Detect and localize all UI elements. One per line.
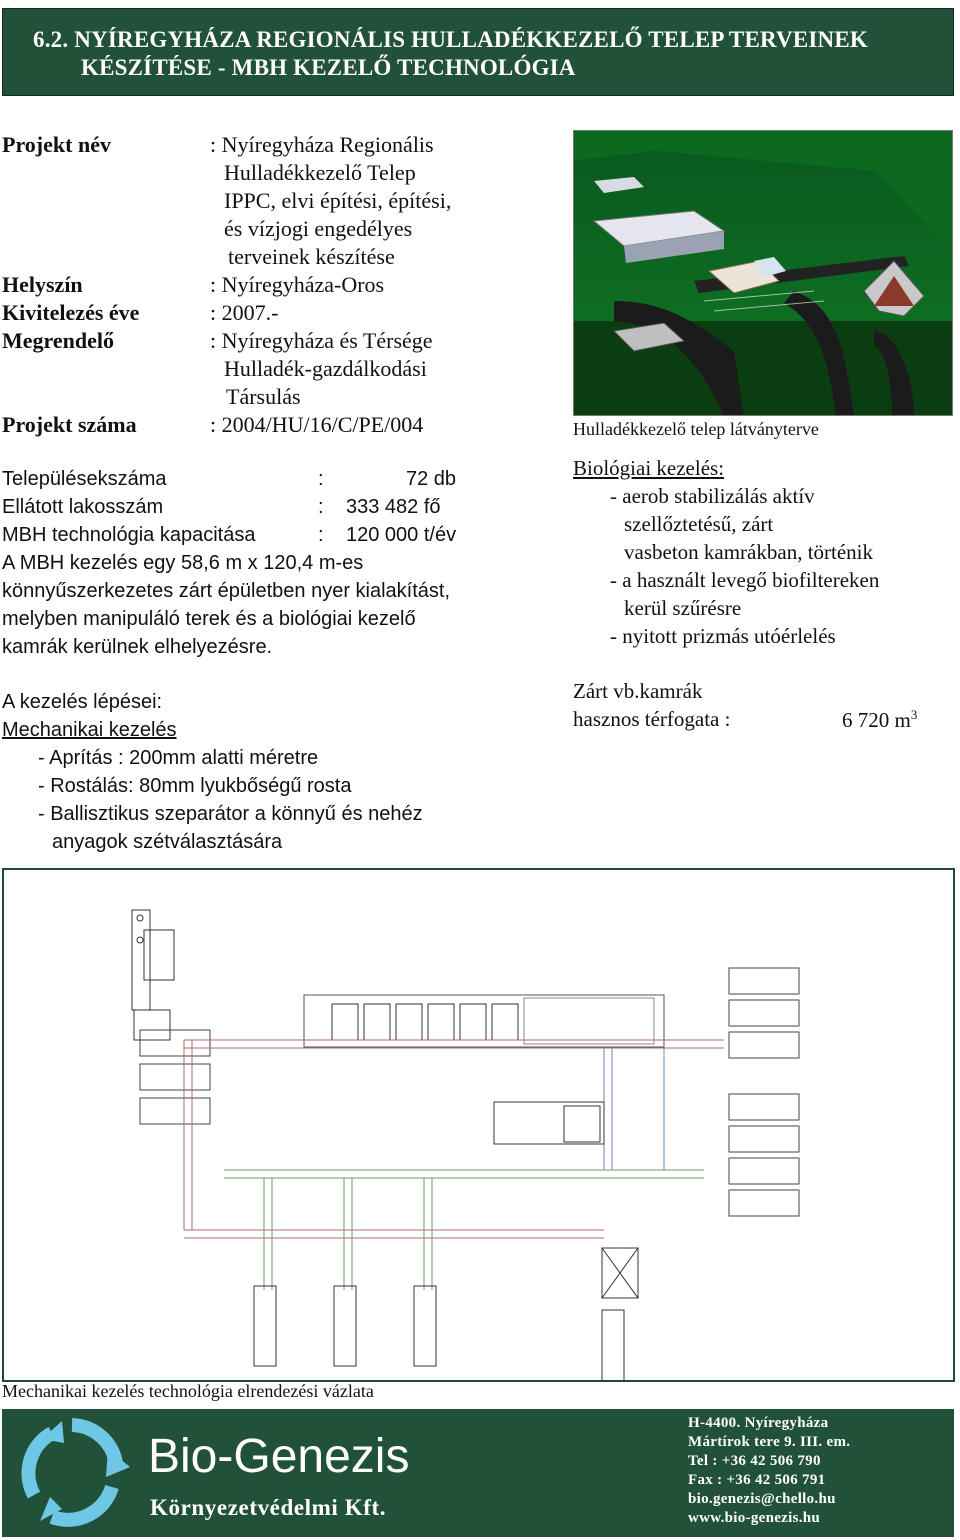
paragraph-line-4: kamrák kerülnek elhelyezésre. — [2, 636, 273, 658]
bio-item-1: - aerob stabilizálás aktív — [610, 484, 815, 508]
stat-value-2: 333 482 fő — [346, 496, 441, 518]
paragraph-line-2: könnyűszerkezetes zárt épületben nyer kialakítást, — [2, 580, 451, 602]
project-name-line-3: IPPC, elvi építési, építési, — [224, 188, 452, 213]
render-caption: Hulladékkezelő telep látványterve — [573, 419, 819, 439]
bio-item-4: - a használt levegő biofiltereken — [610, 568, 880, 592]
project-number-value: : 2004/HU/16/C/PE/004 — [210, 412, 424, 437]
year-value: : 2007.- — [210, 300, 279, 325]
stat-sep-1: : — [318, 468, 324, 490]
recycle-logo-icon — [12, 1413, 132, 1533]
contact-line-1: H-4400. Nyíregyháza — [688, 1415, 829, 1431]
mech-item-2: - Rostálás: 80mm lyukbőségű rosta — [38, 775, 352, 797]
title-line-2: KÉSZÍTÉSE - MBH KEZELŐ TECHNOLÓGIA — [81, 55, 576, 80]
stat-value-3: 120 000 t/év — [346, 524, 457, 546]
layout-plan-drawing — [2, 868, 955, 1382]
paragraph-line-3: melyben manipuláló terek és a biológiai kezelő — [2, 608, 416, 630]
page-header — [2, 8, 954, 96]
plan-caption: Mechanikai kezelés technológia elrendezési vázlata — [2, 1381, 374, 1401]
client-label: Megrendelő — [2, 328, 115, 353]
client-line-2: Hulladék-gazdálkodási — [224, 356, 427, 381]
volume-label: hasznos térfogata : — [573, 707, 731, 731]
contact-fax: Fax : +36 42 506 791 — [688, 1472, 826, 1488]
chamber-label: Zárt vb.kamrák — [573, 679, 703, 703]
stat-sep-3: : — [318, 524, 324, 546]
project-name-label: Projekt név — [2, 132, 111, 157]
project-name-line-1: : Nyíregyháza Regionális — [210, 132, 434, 157]
stat-sep-2: : — [318, 496, 324, 518]
footer — [2, 1409, 954, 1537]
bio-item-5: kerül szűrésre — [624, 596, 742, 620]
project-name-line-5: terveinek készítése — [228, 244, 395, 269]
bio-item-6: - nyitott prizmás utóérlelés — [610, 624, 836, 648]
mech-item-4: anyagok szétválasztására — [52, 831, 283, 853]
stat-label-1: Településekszáma — [2, 468, 167, 490]
year-label: Kivitelezés éve — [2, 300, 140, 325]
client-line-3: Társulás — [226, 384, 301, 409]
project-name-line-4: és vízjogi engedélyes — [224, 216, 413, 241]
bio-item-3: vasbeton kamrákban, történik — [624, 540, 874, 564]
paragraph-line-1: A MBH kezelés egy 58,6 m x 120,4 m-es — [2, 552, 364, 574]
project-number-label: Projekt száma — [2, 412, 137, 437]
contact-website: www.bio-genezis.hu — [688, 1510, 821, 1526]
mechanical-title: Mechanikai kezelés — [2, 719, 177, 741]
mech-item-1: - Aprítás : 200mm alatti méretre — [38, 747, 319, 769]
stat-value-1: 72 db — [406, 468, 457, 490]
location-label: Helyszín — [2, 272, 83, 297]
contact-phone: Tel : +36 42 506 790 — [688, 1453, 821, 1469]
contact-line-2: Mártírok tere 9. III. em. — [688, 1434, 851, 1450]
client-line-1: : Nyíregyháza és Térsége — [210, 328, 433, 353]
title-line-1: 6.2. NYÍREGYHÁZA REGIONÁLIS HULLADÉKKEZELŐ TELEP TERVEINEK — [33, 27, 868, 52]
steps-title: A kezelés lépései: — [2, 691, 163, 713]
stat-label-2: Ellátott lakosszám — [2, 496, 164, 518]
project-name-line-2: Hulladékkezelő Telep — [224, 160, 416, 185]
volume-value: 6 720 $m^3$ — [842, 707, 918, 732]
brand-name: Bio-Genezis — [148, 1430, 410, 1483]
site-render-image — [573, 130, 953, 416]
bio-item-2: szellőztetésű, zárt — [624, 512, 774, 536]
brand-subtitle: Környezetvédelmi Kft. — [150, 1495, 387, 1520]
stat-label-3: MBH technológia kapacitása — [2, 524, 256, 546]
location-value: : Nyíregyháza-Oros — [210, 272, 385, 297]
mech-item-3: - Ballisztikus szeparátor a könnyű és nehéz — [38, 803, 423, 825]
bio-title: Biológiai kezelés: — [573, 456, 725, 480]
contact-email: bio.genezis@chello.hu — [688, 1491, 836, 1507]
volume-unit-sup: 3 — [910, 707, 918, 722]
